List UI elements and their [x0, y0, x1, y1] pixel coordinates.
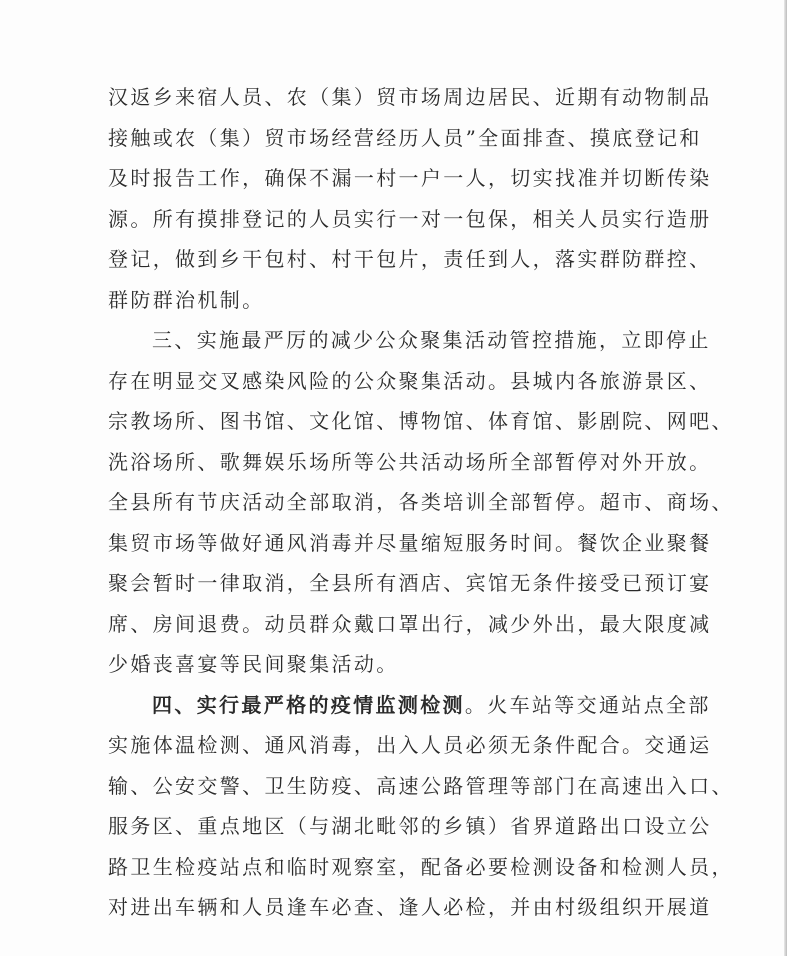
text-line: 路卫生检疫站点和临时观察室，配备必要检测设备和检测人员，	[108, 854, 734, 879]
text-line: 全县所有节庆活动全部取消，各类培训全部暂停。超市、商场、	[108, 490, 734, 514]
text-line: 洗浴场所、歌舞娱乐场所等公共活动场所全部暂停对外开放。	[108, 449, 712, 474]
text-line: 源。所有摸排登记的人员实行一对一包保，相关人员实行造册	[108, 206, 712, 231]
text-line: 汉返乡来宿人员、农（集）贸市场周边居民、近期有动物制品	[108, 85, 712, 109]
text-line: 存在明显交叉感染风险的公众聚集活动。县城内各旅游景区、	[108, 368, 712, 393]
text-line: 宗教场所、图书馆、文化馆、博物馆、体育馆、影剧院、网吧、	[108, 409, 734, 433]
section-4-heading-rest: 。火车站等交通站点全部	[464, 692, 711, 717]
text-line: 及时报告工作，确保不漏一村一户一人，切实找准并切断传染	[108, 166, 712, 190]
section-3-first-line	[108, 320, 711, 361]
document-body	[108, 77, 734, 928]
text-line: 集贸市场等做好通风消毒并尽量缩短服务时间。餐饮企业聚餐	[108, 530, 712, 555]
text-line: 输、公安交警、卫生防疫、高速公路管理等部门在高速出入口、	[108, 773, 734, 798]
section-4-first-line	[108, 685, 711, 726]
text-line: 少婚丧喜宴等民间聚集活动。	[108, 652, 399, 676]
text-line: 聚会暂时一律取消，全县所有酒店、宾馆无条件接受已预订宴	[108, 571, 712, 595]
text-line: 实施体温检测、通风消毒，出入人员必须无条件配合。交通运	[108, 733, 712, 757]
text-line: 席、房间退费。动员群众戴口罩出行，减少外出，最大限度减	[108, 611, 712, 636]
text-line: 群防群治机制。	[108, 287, 265, 312]
section-4-heading: 四、实行最严格的疫情监测检测	[152, 692, 465, 717]
text-line: 服务区、重点地区（与湖北毗邻的乡镇）省界道路出口设立公	[108, 814, 712, 838]
text-line: 登记，做到乡干包村、村干包片，责任到人，落实群防群控、	[108, 247, 712, 271]
text-line: 接触或农（集）贸市场经营经历人员”全面排查、摸底登记和	[108, 125, 702, 150]
text-line: 对进出车辆和人员逢车必查、逢人必检，并由村级组织开展道	[108, 895, 712, 919]
section-3-heading: 三、实施最严厉的减少公众聚集活动管控措施	[152, 328, 599, 352]
section-3-heading-rest: ，立即停止	[599, 328, 711, 352]
